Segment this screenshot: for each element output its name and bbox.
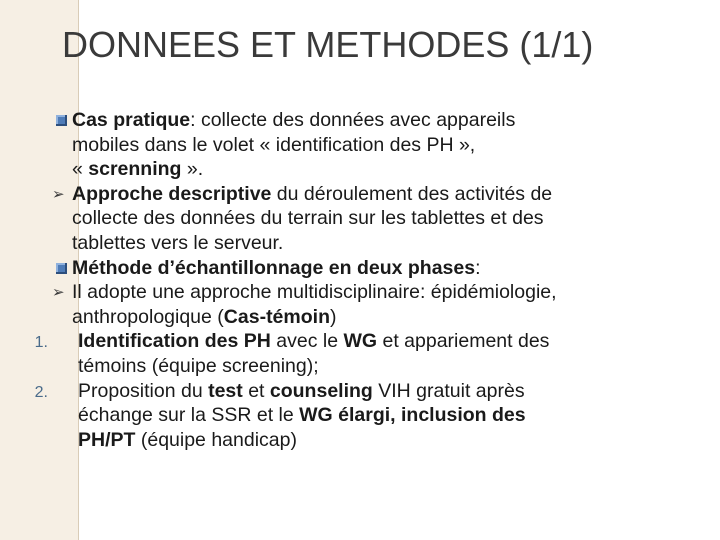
methode-colon: : <box>475 256 481 279</box>
item2-text-c: VIH gratuit après <box>372 379 525 402</box>
arrow-bullet-icon: ➢ <box>52 185 65 203</box>
quote-close: ». <box>181 158 204 181</box>
item-number: 1. <box>34 334 48 352</box>
cas-temoin-term: Cas-témoin <box>223 305 330 328</box>
screnning-term: screnning <box>88 158 182 181</box>
numbered-item-1 <box>34 329 710 378</box>
cas-pratique-line2: mobiles dans le volet « identification des PH », <box>72 133 476 156</box>
numbered-item-2 <box>34 379 710 453</box>
slide-body <box>34 108 710 452</box>
bullet-approche-descriptive <box>50 182 710 256</box>
item2-text-a: Proposition du <box>78 379 209 402</box>
bullet-methode-echantillonnage <box>50 256 710 281</box>
item-number: 2. <box>34 383 48 401</box>
counseling-term: counseling <box>269 379 373 402</box>
item2-text-b: et <box>242 379 270 402</box>
ph-pt-term: PH/PT <box>78 428 136 451</box>
approche-text: du déroulement des activités de <box>271 182 553 205</box>
identification-label: Identification des PH <box>78 330 271 353</box>
item1-text-b: et appariement des <box>377 330 550 353</box>
cas-pratique-text: : collecte des données avec appareils <box>190 109 516 131</box>
approche-line3: tablettes vers le serveur. <box>72 231 284 254</box>
bullet-approche-multidisciplinaire <box>50 280 710 329</box>
item2-line3-text: (équipe handicap) <box>135 428 297 451</box>
wg-elargi-term: WG élargi, inclusion des <box>299 404 526 427</box>
item1-text-a: avec le <box>270 330 344 353</box>
item2-line2-text: échange sur la SSR et le <box>78 404 300 427</box>
cas-pratique-label: Cas pratique <box>72 109 191 131</box>
slide-title: DONNEES ET METHODES (1/1) <box>62 24 594 65</box>
anthropologique-text: anthropologique ( <box>72 305 224 328</box>
approche-line2: collecte des données du terrain sur les tablettes et des <box>72 207 544 230</box>
paren-close: ) <box>329 305 337 328</box>
methode-label: Méthode d’échantillonnage en deux phases <box>72 256 476 279</box>
item1-line2: témoins (équipe screening); <box>78 354 319 377</box>
test-term: test <box>208 379 243 402</box>
wg-term: WG <box>343 330 378 353</box>
quote-open: « <box>72 158 89 181</box>
multidisciplinaire-text: Il adopte une approche multidisciplinaire: épidémiologie, <box>72 281 557 304</box>
arrow-bullet-icon: ➢ <box>52 284 65 302</box>
bullet-cas-pratique <box>50 108 710 182</box>
approche-label: Approche descriptive <box>72 182 272 205</box>
